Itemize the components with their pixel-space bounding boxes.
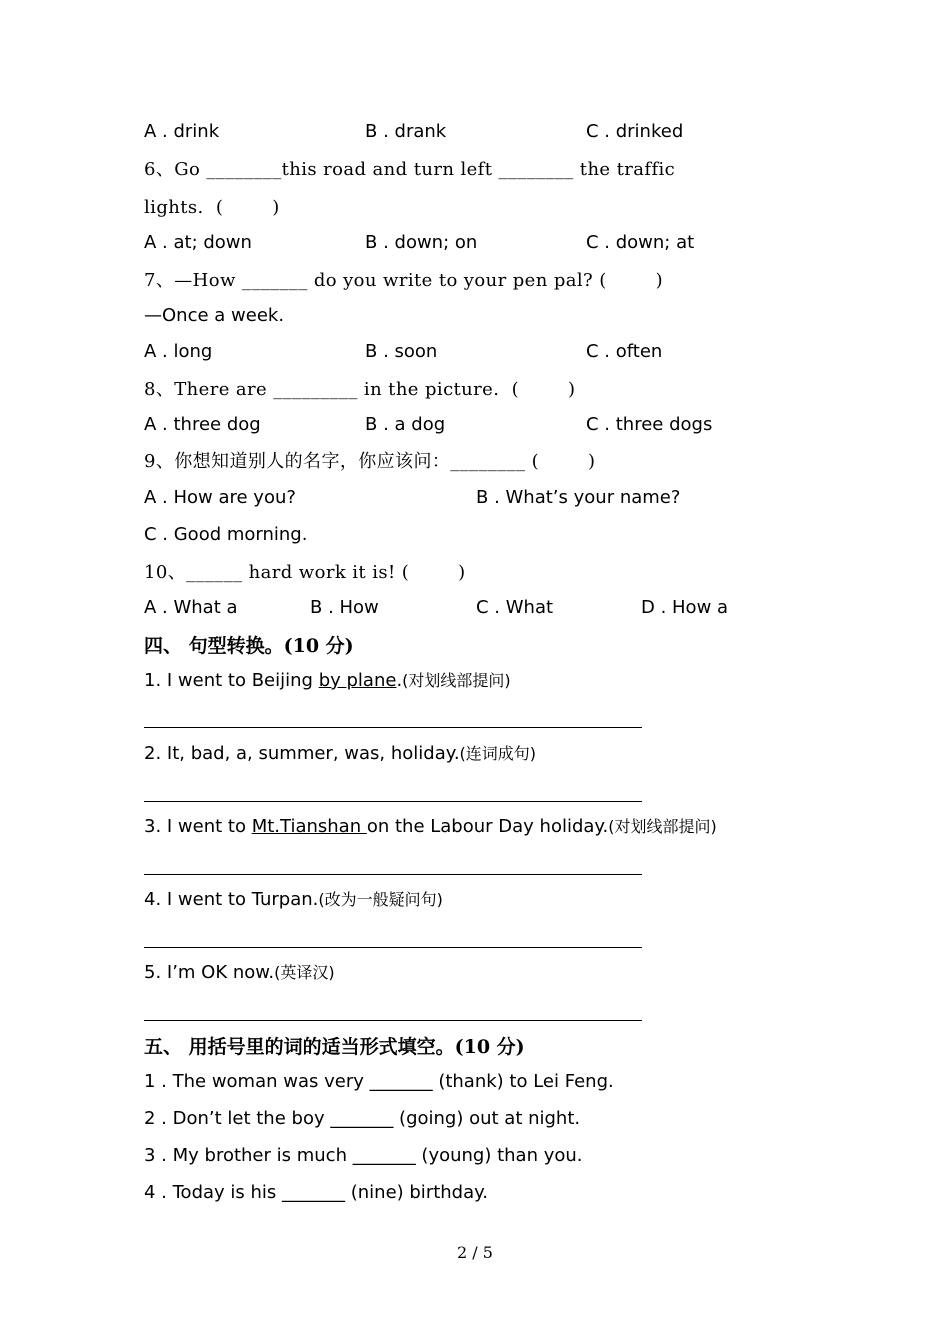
s4-item-1-text: 1. I went to Beijing — [144, 670, 319, 691]
s4-answer-line-5[interactable] — [144, 1020, 642, 1021]
s5-item-4: 4 . Today is his _______ (nine) birthday. — [144, 1182, 488, 1203]
q6-option-c: C . down; at — [586, 232, 695, 253]
s4-item-3 — [144, 815, 717, 839]
q5-option-b: B . drank — [365, 121, 447, 142]
q8-option-c: C . three dogs — [586, 414, 713, 435]
q6-option-a: A . at; down — [144, 232, 252, 253]
q7-option-b: B . soon — [365, 341, 438, 362]
s4-item-3-instruction: (对划线部提问) — [608, 817, 717, 836]
s4-item-2-instruction: (连词成句) — [459, 744, 537, 763]
s5-item-3: 3 . My brother is much _______ (young) than you. — [144, 1145, 583, 1166]
s4-item-1-instruction: (对划线部提问) — [402, 671, 511, 690]
s4-item-4-text: 4. I went to Turpan. — [144, 889, 319, 910]
q9-option-b: B . What’s your name? — [476, 487, 681, 508]
q10-option-b: B . How — [310, 597, 379, 618]
q7-option-c: C . often — [586, 341, 663, 362]
s5-item-1: 1 . The woman was very _______ (thank) to Lei Feng. — [144, 1071, 614, 1092]
q6-option-b: B . down; on — [365, 232, 478, 253]
s4-item-1-text-end: . — [396, 670, 403, 691]
section-5-heading: 五、 用括号里的词的适当形式填空。(10 分) — [144, 1036, 525, 1058]
q10-option-a: A . What a — [144, 597, 238, 618]
page-number: 2 / 5 — [457, 1243, 493, 1262]
q8-option-b: B . a dog — [365, 414, 446, 435]
s4-item-5-text: 5. I’m OK now. — [144, 962, 275, 983]
s4-answer-line-1[interactable] — [144, 727, 642, 728]
s4-item-5 — [144, 961, 335, 985]
s4-item-4 — [144, 888, 443, 912]
s4-item-5-instruction: (英译汉) — [274, 963, 335, 982]
q5-option-a: A . drink — [144, 121, 220, 142]
q7-question: 7、—How _______ do you write to your pen pal? ( ) — [144, 270, 664, 291]
q8-question: 8、There are _________ in the picture. ( ) — [144, 379, 576, 400]
s4-item-3-underlined: Mt.Tianshan — [251, 816, 367, 837]
q7-answer-line: —Once a week. — [144, 305, 285, 326]
s4-item-1 — [144, 669, 511, 693]
q10-question: 10、______ hard work it is! ( ) — [144, 562, 466, 583]
s4-item-4-instruction: (改为一般疑问句) — [318, 890, 443, 909]
s4-item-3-text-end: on the Labour Day holiday. — [366, 816, 609, 837]
q5-option-c: C . drinked — [586, 121, 684, 142]
s5-item-2: 2 . Don’t let the boy _______ (going) out at night. — [144, 1108, 581, 1129]
s4-item-3-text: 3. I went to — [144, 816, 252, 837]
q9-option-c: C . Good morning. — [144, 524, 308, 545]
q10-option-d: D . How a — [641, 597, 729, 618]
q9-question: 9、你想知道别人的名字，你应该问：________ ( ) — [144, 451, 596, 472]
s4-item-1-underlined: by plane — [318, 670, 397, 691]
s4-item-2 — [144, 742, 536, 766]
s4-answer-line-3[interactable] — [144, 874, 642, 875]
s4-answer-line-4[interactable] — [144, 947, 642, 948]
q6-question: 6、Go ________this road and turn left ________ the traffic — [144, 159, 676, 180]
q10-option-c: C . What — [476, 597, 554, 618]
section-4-heading: 四、 句型转换。(10 分) — [144, 635, 354, 657]
q9-option-a: A . How are you? — [144, 487, 296, 508]
s4-answer-line-2[interactable] — [144, 801, 642, 802]
q8-option-a: A . three dog — [144, 414, 261, 435]
q7-option-a: A . long — [144, 341, 213, 362]
s4-item-2-text: 2. It, bad, a, summer, was, holiday. — [144, 743, 460, 764]
q6-question-cont: lights. ( ) — [144, 197, 280, 218]
